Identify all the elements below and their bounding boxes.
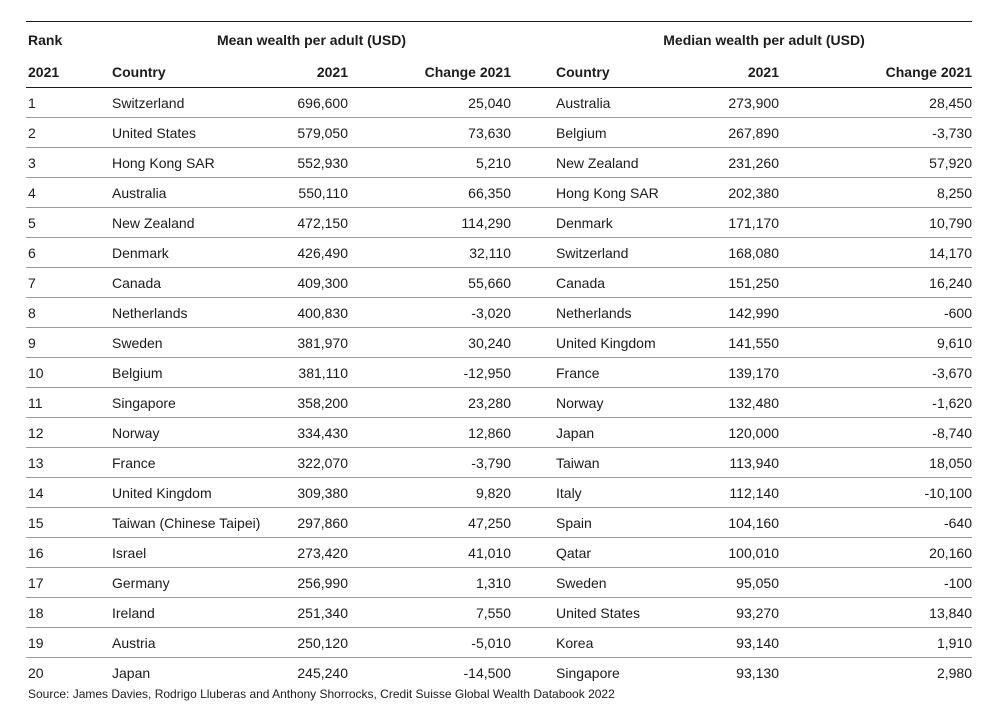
median-change-cell: -600	[943, 304, 972, 321]
mean-country-cell: France	[112, 454, 156, 471]
median-country-cell: Norway	[556, 394, 604, 411]
median-2021-cell: 141,550	[728, 334, 779, 351]
table-row	[26, 208, 972, 238]
rank-year-header: 2021	[28, 64, 60, 80]
mean-country-cell: United Kingdom	[112, 484, 212, 501]
median-change-cell: -100	[943, 574, 972, 591]
table-row	[26, 238, 972, 268]
median-country-cell: New Zealand	[556, 154, 639, 171]
table-row	[26, 358, 972, 388]
mean-2021-cell: 358,200	[297, 394, 348, 411]
rank-cell: 6	[28, 244, 36, 261]
median-2021-cell: 93,130	[736, 664, 779, 681]
rank-cell: 5	[28, 214, 36, 231]
mean-2021-cell: 381,970	[297, 334, 348, 351]
table-row	[26, 178, 972, 208]
mean-country-cell: Switzerland	[112, 94, 185, 111]
median-2021-cell: 104,160	[728, 514, 779, 531]
mean-country-cell: Ireland	[112, 604, 155, 621]
mean-country-cell: Canada	[112, 274, 162, 291]
mean-country-cell: Israel	[112, 544, 147, 561]
table-row	[26, 598, 972, 628]
mean-change-cell: 1,310	[475, 574, 511, 591]
median-country-header: Country	[556, 64, 610, 80]
mean-country-cell: Singapore	[112, 394, 176, 411]
mean-change-cell: 5,210	[475, 154, 511, 171]
mean-change-cell: -5,010	[471, 634, 511, 651]
mean-country-header: Country	[112, 64, 166, 80]
median-country-cell: Australia	[556, 94, 611, 111]
source-note: Source: James Davies, Rodrigo Lluberas and Anthony Shorrocks, Credit Suisse Global Wealth Databook 2022	[28, 687, 615, 701]
rank-header: Rank	[28, 31, 63, 48]
table-row	[26, 388, 972, 418]
mean-change-cell: 25,040	[468, 94, 511, 111]
mean-change-cell: 12,860	[468, 424, 511, 441]
mean-change-cell: 47,250	[468, 514, 511, 531]
mean-country-cell: Sweden	[112, 334, 163, 351]
table-row	[26, 628, 972, 658]
median-change-cell: 57,920	[929, 154, 972, 171]
mean-group-header: Mean wealth per adult (USD)	[216, 31, 407, 48]
mean-2021-cell: 256,990	[297, 574, 348, 591]
median-change-cell: 1,910	[936, 634, 972, 651]
mean-change-cell: 23,280	[468, 394, 511, 411]
table-row	[26, 418, 972, 448]
rank-cell: 9	[28, 334, 36, 351]
mean-country-cell: New Zealand	[112, 214, 195, 231]
median-2021-cell: 95,050	[736, 574, 779, 591]
table-row	[26, 88, 972, 118]
mean-change-cell: -3,790	[471, 454, 511, 471]
median-2021-cell: 93,140	[736, 634, 779, 651]
mean-2021-cell: 297,860	[297, 514, 348, 531]
rank-cell: 12	[28, 424, 44, 441]
mean-country-cell: Taiwan (Chinese Taipei)	[112, 514, 261, 531]
mean-2021-cell: 696,600	[297, 94, 348, 111]
mean-2021-cell: 273,420	[297, 544, 348, 561]
mean-change-cell: 55,660	[468, 274, 511, 291]
median-change-cell: 10,790	[929, 214, 972, 231]
median-country-cell: Qatar	[556, 544, 592, 561]
mean-2021-cell: 251,340	[297, 604, 348, 621]
table-row	[26, 658, 972, 687]
median-country-cell: Spain	[556, 514, 592, 531]
median-change-cell: 16,240	[929, 274, 972, 291]
median-country-cell: France	[556, 364, 600, 381]
rank-cell: 19	[28, 634, 44, 651]
median-country-cell: United States	[556, 604, 641, 621]
mean-2021-cell: 579,050	[297, 124, 348, 141]
median-2021-cell: 139,170	[728, 364, 779, 381]
median-2021-cell: 113,940	[729, 454, 779, 471]
mean-change-header: Change 2021	[424, 64, 511, 80]
mean-country-cell: Norway	[112, 424, 160, 441]
median-country-cell: Sweden	[556, 574, 607, 591]
median-change-cell: 18,050	[929, 454, 972, 471]
median-2021-cell: 142,990	[728, 304, 779, 321]
median-country-cell: Canada	[556, 274, 606, 291]
median-2021-cell: 151,250	[728, 274, 779, 291]
median-country-cell: Netherlands	[556, 304, 632, 321]
rank-cell: 18	[28, 604, 44, 621]
mean-change-cell: 32,110	[469, 244, 511, 261]
table-group-header	[26, 21, 972, 57]
rank-cell: 3	[28, 154, 36, 171]
mean-change-cell: -14,500	[463, 664, 511, 681]
mean-2021-cell: 250,120	[297, 634, 348, 651]
median-2021-cell: 93,270	[736, 604, 779, 621]
median-2021-cell: 273,900	[728, 94, 779, 111]
rank-cell: 10	[28, 364, 44, 381]
median-2021-cell: 231,260	[728, 154, 779, 171]
table-row	[26, 298, 972, 328]
mean-2021-cell: 426,490	[297, 244, 348, 261]
table-body	[26, 88, 972, 687]
mean-change-cell: 41,010	[468, 544, 511, 561]
mean-2021-cell: 309,380	[297, 484, 348, 501]
median-2021-cell: 120,000	[728, 424, 779, 441]
mean-country-cell: Denmark	[112, 244, 169, 261]
median-country-cell: Japan	[556, 424, 595, 441]
table-row	[26, 538, 972, 568]
median-change-cell: -1,620	[932, 394, 972, 411]
table-row	[26, 268, 972, 298]
median-change-cell: -3,670	[932, 364, 972, 381]
mean-2021-cell: 550,110	[298, 184, 348, 201]
median-change-cell: 13,840	[929, 604, 972, 621]
median-change-cell: 14,170	[929, 244, 972, 261]
rank-cell: 8	[28, 304, 36, 321]
median-country-cell: United Kingdom	[556, 334, 656, 351]
median-group-header: Median wealth per adult (USD)	[663, 31, 865, 48]
table-column-header	[26, 57, 972, 88]
table-row	[26, 568, 972, 598]
median-country-cell: Denmark	[556, 214, 613, 231]
median-change-cell: 8,250	[936, 184, 972, 201]
median-year-header: 2021	[747, 64, 779, 80]
rank-cell: 11	[28, 394, 43, 411]
mean-change-cell: -3,020	[471, 304, 511, 321]
table-row	[26, 478, 972, 508]
rank-cell: 4	[28, 184, 36, 201]
median-country-cell: Hong Kong SAR	[556, 184, 659, 201]
rank-cell: 16	[28, 544, 44, 561]
median-2021-cell: 202,380	[728, 184, 779, 201]
mean-2021-cell: 381,110	[298, 364, 348, 381]
mean-change-cell: 9,820	[475, 484, 511, 501]
table-row	[26, 118, 972, 148]
table-row	[26, 448, 972, 478]
mean-change-cell: 7,550	[475, 604, 511, 621]
mean-country-cell: Austria	[112, 634, 156, 651]
median-country-cell: Singapore	[556, 664, 620, 681]
rank-cell: 14	[28, 484, 44, 501]
median-change-cell: 28,450	[929, 94, 972, 111]
mean-country-cell: Japan	[112, 664, 151, 681]
median-2021-cell: 100,010	[728, 544, 779, 561]
mean-country-cell: United States	[112, 124, 197, 141]
median-2021-cell: 267,890	[728, 124, 779, 141]
median-change-cell: -3,730	[932, 124, 972, 141]
table-row	[26, 508, 972, 538]
median-change-cell: -640	[943, 514, 972, 531]
mean-year-header: 2021	[316, 64, 348, 80]
mean-country-cell: Australia	[112, 184, 167, 201]
mean-2021-cell: 322,070	[297, 454, 348, 471]
rank-cell: 2	[28, 124, 36, 141]
median-country-cell: Italy	[556, 484, 582, 501]
mean-change-cell: 73,630	[468, 124, 511, 141]
median-2021-cell: 168,080	[728, 244, 779, 261]
mean-change-cell: 66,350	[468, 184, 511, 201]
median-country-cell: Korea	[556, 634, 594, 651]
rank-cell: 13	[28, 454, 44, 471]
median-change-cell: 9,610	[936, 334, 972, 351]
rank-cell: 1	[28, 94, 36, 111]
median-change-cell: 20,160	[929, 544, 972, 561]
median-country-cell: Taiwan	[556, 454, 600, 471]
rank-cell: 7	[28, 274, 36, 291]
rank-cell: 15	[28, 514, 44, 531]
table-row	[26, 148, 972, 178]
mean-2021-cell: 334,430	[297, 424, 348, 441]
mean-country-cell: Belgium	[112, 364, 163, 381]
mean-change-cell: -12,950	[463, 364, 511, 381]
mean-2021-cell: 245,240	[297, 664, 348, 681]
mean-2021-cell: 472,150	[297, 214, 348, 231]
median-2021-cell: 112,140	[729, 484, 779, 501]
mean-change-cell: 114,290	[461, 214, 511, 231]
median-country-cell: Belgium	[556, 124, 607, 141]
mean-2021-cell: 552,930	[297, 154, 348, 171]
mean-2021-cell: 400,830	[297, 304, 348, 321]
median-change-header: Change 2021	[885, 64, 972, 80]
mean-2021-cell: 409,300	[297, 274, 348, 291]
mean-country-cell: Germany	[112, 574, 170, 591]
median-country-cell: Switzerland	[556, 244, 629, 261]
rank-cell: 20	[28, 664, 44, 681]
median-change-cell: -8,740	[932, 424, 972, 441]
median-change-cell: 2,980	[936, 664, 972, 681]
median-2021-cell: 171,170	[728, 214, 779, 231]
median-2021-cell: 132,480	[728, 394, 779, 411]
mean-change-cell: 30,240	[468, 334, 511, 351]
rank-cell: 17	[28, 574, 44, 591]
wealth-table	[26, 21, 972, 687]
median-change-cell: -10,100	[924, 484, 972, 501]
table-row	[26, 328, 972, 358]
mean-country-cell: Hong Kong SAR	[112, 154, 215, 171]
mean-country-cell: Netherlands	[112, 304, 188, 321]
